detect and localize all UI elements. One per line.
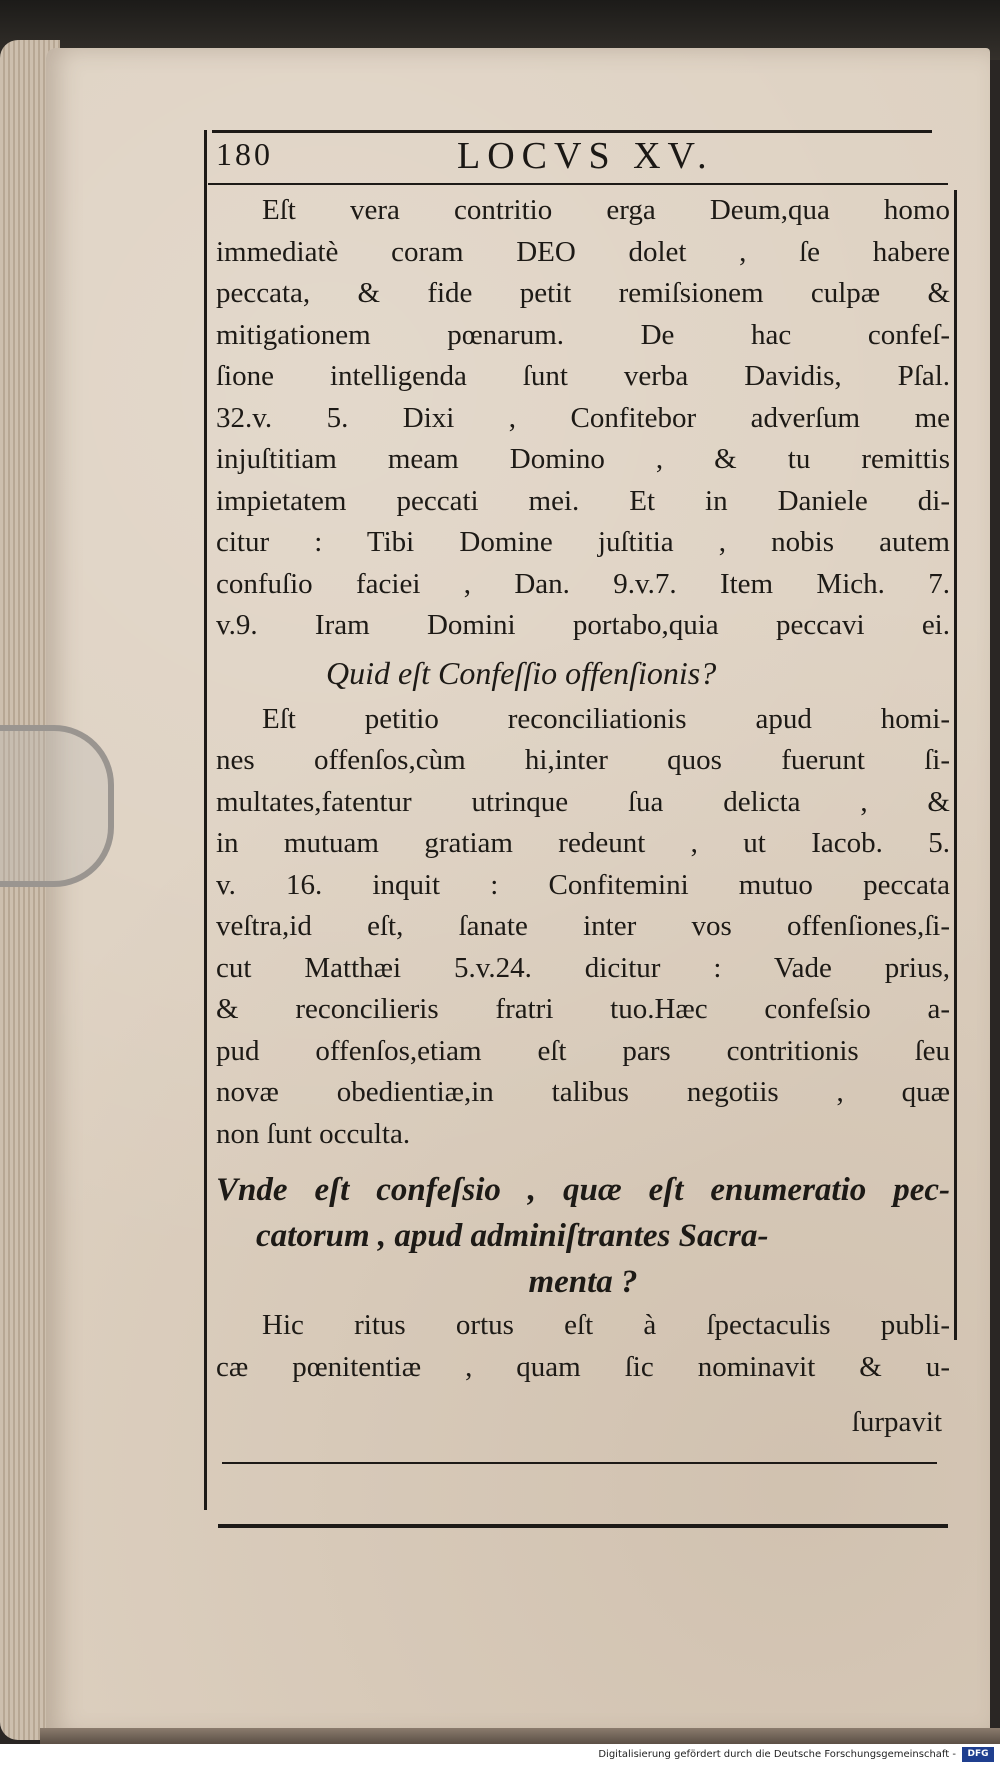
text-line: cut Matthæi 5.v.24. dicitur : Vade prius, bbox=[216, 951, 950, 984]
bottom-rule-thick bbox=[218, 1524, 948, 1528]
spacer bbox=[216, 1155, 950, 1167]
question-heading-1: Quid eſt Confeſſio offenſionis? bbox=[326, 654, 717, 691]
footer-credit: Digitalisierung gefördert durch die Deutsche Forschungsgemeinschaft - bbox=[598, 1749, 956, 1760]
text-line: non ſunt occulta. bbox=[216, 1117, 411, 1150]
text-line: 32.v. 5. Dixi , Confitebor adverſum me bbox=[216, 401, 950, 434]
header-rule bbox=[208, 183, 948, 185]
text-line: confuſio faciei , Dan. 9.v.7. Item Mich. 7. bbox=[216, 567, 950, 600]
text-line: citur : Tibi Domine juſtitia , nobis autem bbox=[216, 526, 950, 558]
page-number: 180 bbox=[216, 136, 273, 172]
text-line: immediatè coram DEO dolet , ſe habere bbox=[216, 235, 950, 268]
right-frame-rule bbox=[954, 190, 957, 1340]
paragraph-1 bbox=[216, 190, 950, 647]
text-line: novæ obedientiæ,in talibus negotiis , quæ bbox=[216, 1076, 950, 1108]
bottom-rule-thin bbox=[222, 1462, 937, 1464]
question-line: Vnde eſt confeſsio , quæ eſt enumeratio pec- bbox=[216, 1172, 950, 1208]
paragraph-2 bbox=[216, 699, 950, 1156]
text-line: Eſt vera contritio erga Deum,qua homo bbox=[262, 194, 950, 226]
dfg-logo: DFG bbox=[962, 1747, 994, 1762]
page-bottom-edge bbox=[40, 1728, 1000, 1744]
question-heading-2 bbox=[216, 1167, 950, 1305]
text-line: v.9. Iram Domini portabo,quia peccavi ei. bbox=[216, 609, 950, 641]
text-line: ſione intelligenda ſunt verba Davidis, Pſal. bbox=[216, 360, 950, 392]
page-clip bbox=[0, 725, 114, 887]
text-line: cæ pœnitentiæ , quam ſic nominavit & u- bbox=[216, 1350, 950, 1383]
text-line: multates,fatentur utrinque ſua delicta , & bbox=[216, 785, 950, 818]
paragraph-3 bbox=[216, 1305, 950, 1388]
text-line: peccata, & fide petit remiſsionem culpæ & bbox=[216, 277, 950, 309]
page-body bbox=[216, 190, 950, 1444]
text-line: injuſtitiam meam Domino , & tu remittis bbox=[216, 443, 950, 475]
text-line: Eſt petitio reconciliationis apud homi- bbox=[262, 702, 950, 735]
text-line: impietatem peccati mei. Et in Daniele di- bbox=[216, 484, 950, 517]
text-line: veſtra,id eſt, ſanate inter vos offenſiones,ſi- bbox=[216, 910, 950, 942]
text-line: in mutuam gratiam redeunt , ut Iacob. 5. bbox=[216, 827, 950, 859]
text-line: v. 16. inquit : Confitemini mutuo peccata bbox=[216, 868, 950, 901]
text-line: mitigationem pœnarum. De hac confeſ- bbox=[216, 318, 950, 351]
running-head: LOCVS XV. bbox=[457, 135, 714, 177]
text-line: nes offenſos,cùm hi,inter quos fuerunt ſi- bbox=[216, 744, 950, 776]
text-line: pud offenſos,etiam eſt pars contritionis ſeu bbox=[216, 1034, 950, 1067]
left-frame-rule bbox=[204, 130, 207, 1510]
question-line: menta ? bbox=[528, 1264, 638, 1300]
text-line: & reconcilieris fratri tuo.Hæc confeſsio a- bbox=[216, 993, 950, 1025]
question-line: catorum , apud adminiſtrantes Sacra- bbox=[256, 1218, 769, 1254]
catchword: ſurpavit bbox=[851, 1406, 942, 1438]
page-header bbox=[212, 134, 952, 182]
top-rule bbox=[212, 130, 932, 133]
text-line: Hic ritus ortus eſt à ſpectaculis publi- bbox=[262, 1309, 950, 1341]
